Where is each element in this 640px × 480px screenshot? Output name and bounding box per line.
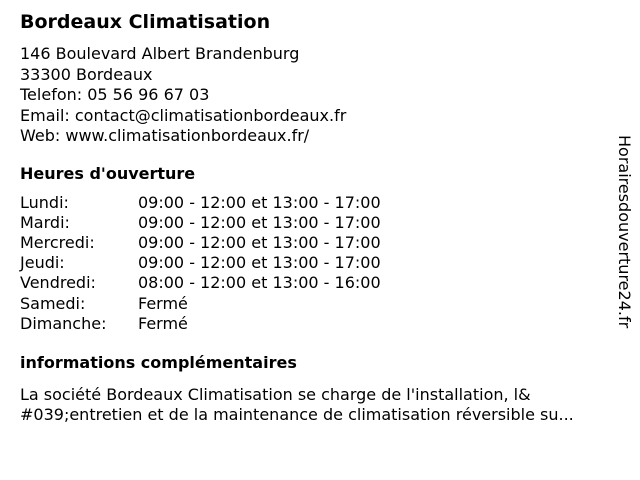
- description-line: La société Bordeaux Climatisation se charge de l'installation, l&: [20, 384, 531, 404]
- hours-title: Heures d'ouverture: [20, 163, 196, 183]
- day-hours: 09:00 - 12:00 et 13:00 - 17:00: [138, 253, 381, 273]
- hours-row-dimanche: [20, 314, 620, 334]
- company-description: [20, 385, 620, 426]
- hours-row-mercredi: [20, 233, 620, 253]
- website-address: Web: www.climatisationbordeaux.fr/: [20, 126, 310, 145]
- day-label: Vendredi:: [20, 273, 96, 293]
- day-hours: Fermé: [138, 293, 188, 313]
- day-hours: Fermé: [138, 313, 188, 333]
- email-address: Email: contact@climatisationbordeaux.fr: [20, 105, 347, 125]
- company-name: Bordeaux Climatisation: [20, 11, 271, 33]
- phone-number: Telefon: 05 56 96 67 03: [20, 85, 210, 104]
- brand-watermark: Horairesdouverture24.fr: [615, 135, 634, 329]
- day-hours: 09:00 - 12:00 et 13:00 - 17:00: [138, 232, 381, 252]
- hours-row-jeudi: [20, 253, 620, 273]
- hours-row-samedi: [20, 294, 620, 314]
- day-hours: 09:00 - 12:00 et 13:00 - 17:00: [138, 192, 381, 212]
- day-label: Samedi:: [20, 293, 86, 313]
- day-label: Jeudi:: [20, 253, 65, 273]
- additional-info-title: informations complémentaires: [20, 352, 297, 372]
- contact-block: [20, 44, 620, 147]
- hours-row-lundi: [20, 193, 620, 213]
- day-label: Dimanche:: [20, 313, 107, 333]
- city-address: 33300 Bordeaux: [20, 64, 153, 84]
- day-hours: 09:00 - 12:00 et 13:00 - 17:00: [138, 212, 381, 232]
- day-label: Lundi:: [20, 192, 69, 212]
- hours-table: [20, 193, 620, 334]
- street-address: 146 Boulevard Albert Brandenburg: [20, 44, 300, 63]
- day-label: Mardi:: [20, 212, 70, 232]
- hours-row-vendredi: [20, 273, 620, 293]
- hours-row-mardi: [20, 213, 620, 233]
- business-card: [20, 10, 620, 426]
- day-hours: 08:00 - 12:00 et 13:00 - 16:00: [138, 273, 381, 293]
- description-line: #039;entretien et de la maintenance de climatisation réversible su...: [20, 405, 574, 425]
- day-label: Mercredi:: [20, 232, 95, 252]
